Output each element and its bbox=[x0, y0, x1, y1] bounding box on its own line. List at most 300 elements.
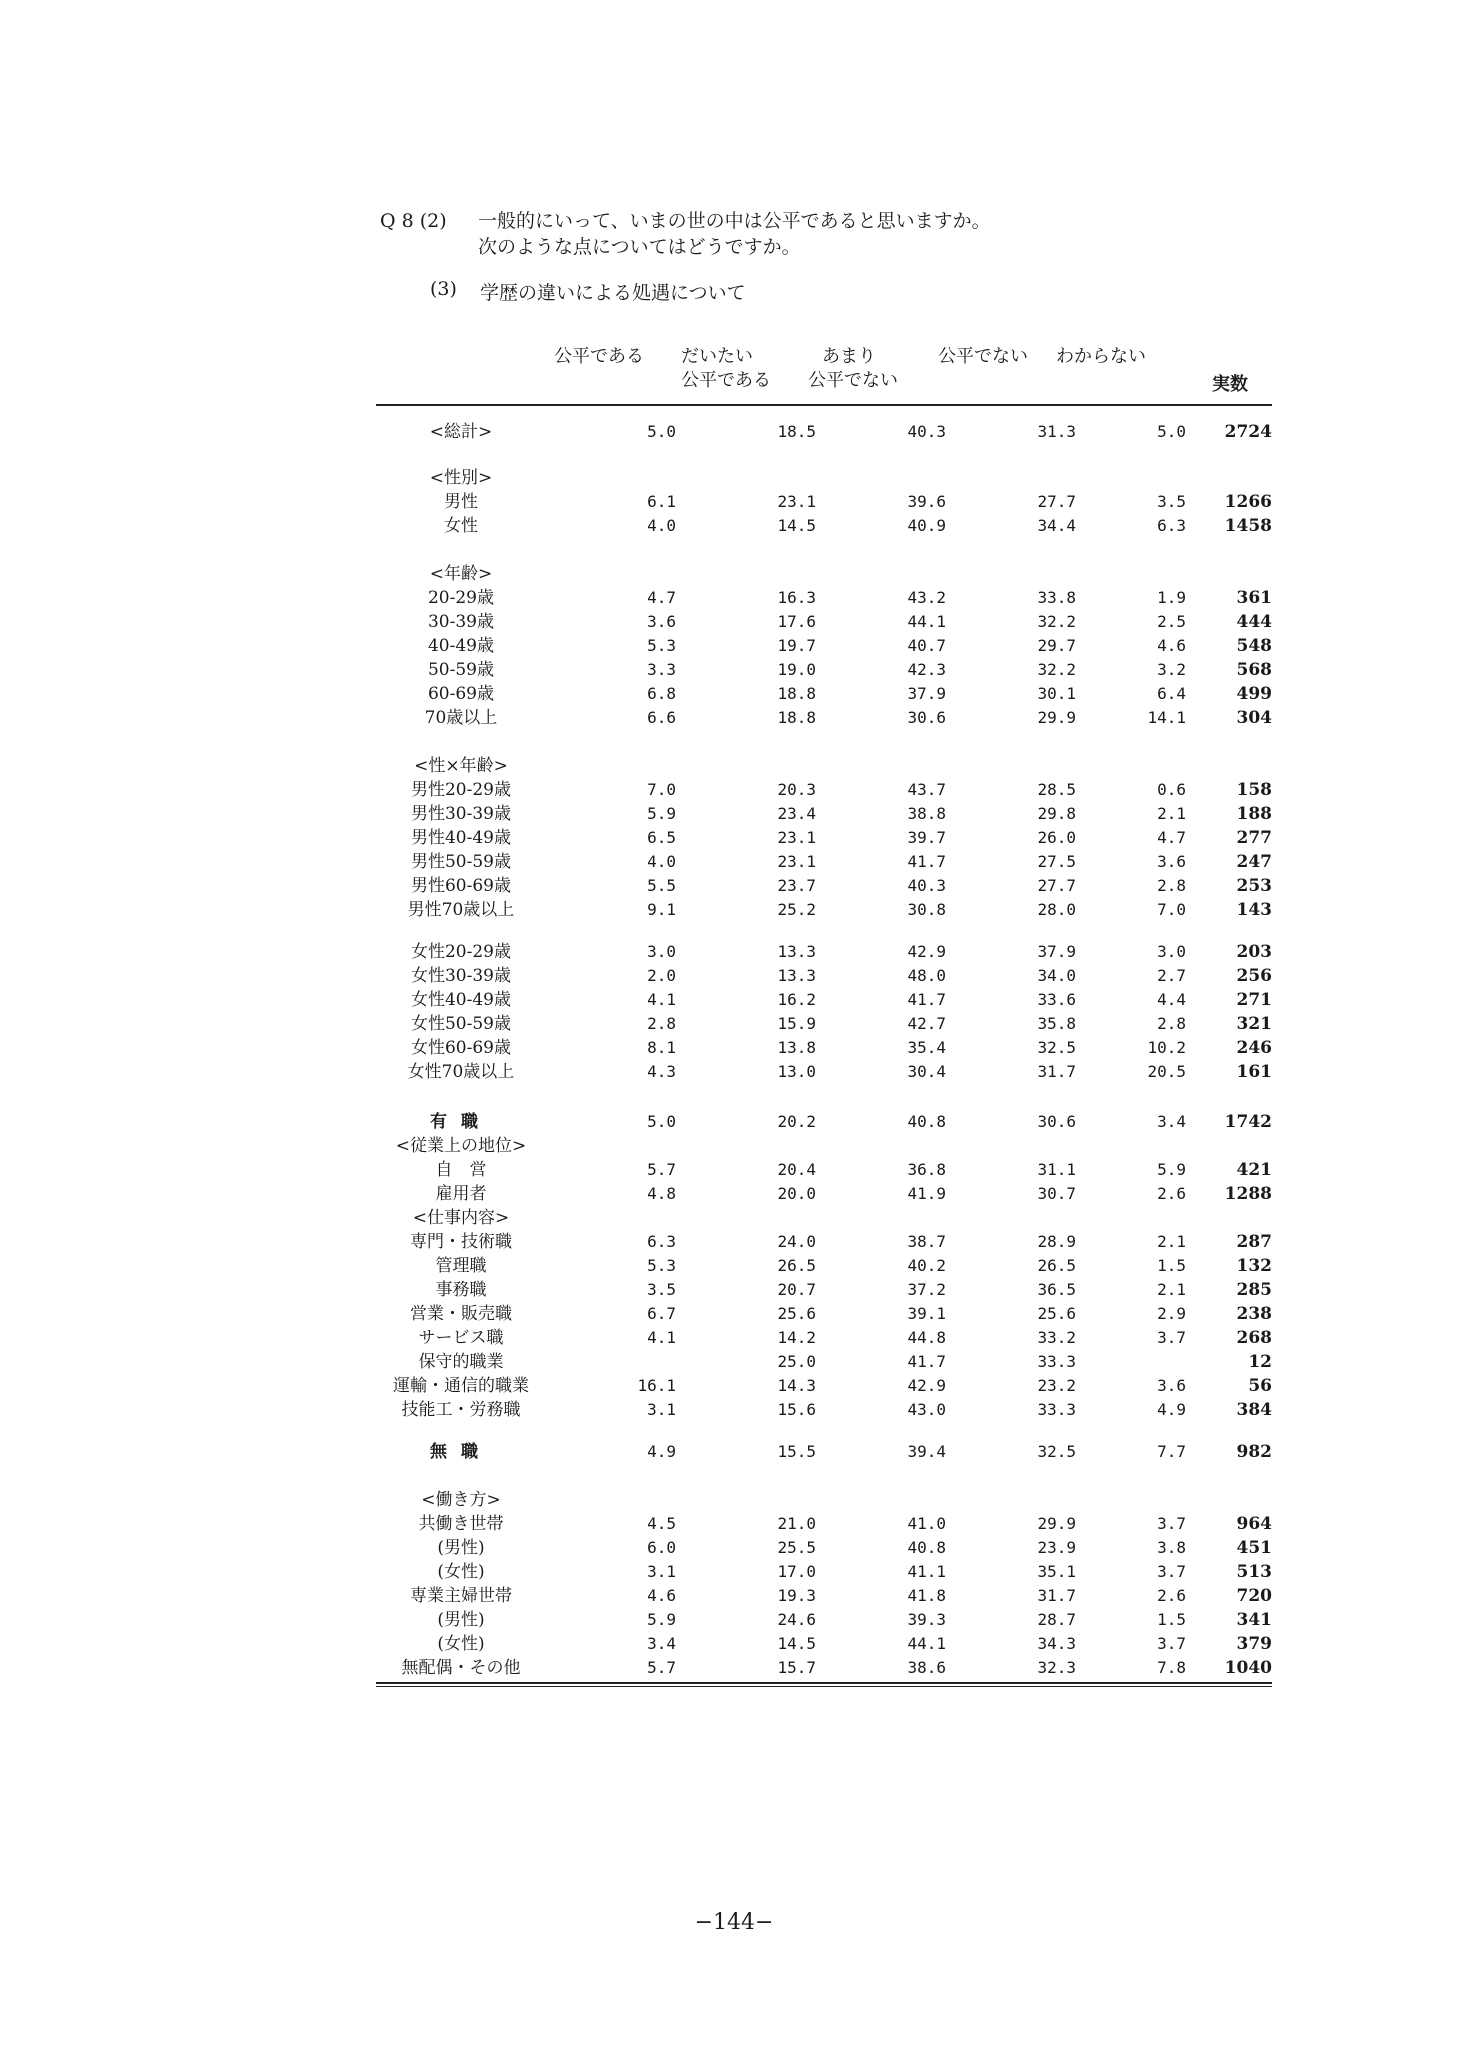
table-row bbox=[376, 1110, 1272, 1134]
table-row bbox=[376, 898, 1272, 922]
table-row bbox=[376, 706, 1272, 730]
cell-c5: 3.5 bbox=[1157, 492, 1186, 511]
cell-c2: 13.3 bbox=[777, 966, 816, 985]
cell-c3: 35.4 bbox=[907, 1038, 946, 1057]
cell-c2: 24.6 bbox=[777, 1610, 816, 1629]
row-label: 60-69歳 bbox=[427, 684, 494, 704]
row-label: 女性 bbox=[444, 516, 478, 536]
table-row bbox=[376, 634, 1272, 658]
cell-c3: 42.9 bbox=[907, 942, 946, 961]
cell-c4: 33.6 bbox=[1037, 990, 1076, 1009]
question-text-line2: 次のような点についてはどうですか。 bbox=[478, 236, 801, 258]
footer-rule-thin bbox=[376, 1686, 1272, 1687]
cell-count: 384 bbox=[1236, 1400, 1272, 1420]
cell-c1: 6.0 bbox=[647, 1538, 676, 1557]
cell-c1: 4.0 bbox=[647, 516, 676, 535]
cell-c5: 3.2 bbox=[1157, 660, 1186, 679]
cell-c3: 40.7 bbox=[907, 636, 946, 655]
table-row bbox=[376, 1398, 1272, 1422]
table-row bbox=[376, 1656, 1272, 1680]
cell-c3: 40.9 bbox=[907, 516, 946, 535]
cell-c4: 31.1 bbox=[1037, 1160, 1076, 1179]
cell-c5: 3.8 bbox=[1157, 1538, 1186, 1557]
cell-c1: 5.0 bbox=[647, 422, 676, 441]
col-header-not-fair: 公平でない bbox=[938, 346, 1028, 367]
cell-count: 1288 bbox=[1224, 1184, 1272, 1204]
cell-count: 548 bbox=[1236, 636, 1272, 656]
cell-c3: 39.7 bbox=[907, 828, 946, 847]
cell-count: 271 bbox=[1236, 990, 1272, 1010]
cell-count: 161 bbox=[1236, 1062, 1272, 1082]
cell-c3: 43.2 bbox=[907, 588, 946, 607]
table-row bbox=[376, 850, 1272, 874]
cell-c1: 6.8 bbox=[647, 684, 676, 703]
cell-c2: 18.8 bbox=[777, 684, 816, 703]
cell-c4: 34.4 bbox=[1037, 516, 1076, 535]
cell-c4: 31.7 bbox=[1037, 1062, 1076, 1081]
row-label: 管理職 bbox=[435, 1256, 487, 1276]
cell-c3: 42.7 bbox=[907, 1014, 946, 1033]
table-row bbox=[376, 1488, 1272, 1512]
row-label: 20-29歳 bbox=[427, 588, 494, 608]
cell-c3: 38.6 bbox=[907, 1658, 946, 1677]
sub-question bbox=[430, 278, 746, 305]
cell-c2: 23.1 bbox=[777, 492, 816, 511]
cell-count: 253 bbox=[1236, 876, 1272, 896]
cell-c3: 40.8 bbox=[907, 1538, 946, 1557]
table-row bbox=[376, 1278, 1272, 1302]
table-row bbox=[376, 940, 1272, 964]
cell-c1: 6.5 bbox=[647, 828, 676, 847]
cell-count: 268 bbox=[1236, 1328, 1272, 1348]
row-label: 男性70歳以上 bbox=[407, 900, 515, 920]
row-label: 運輸・通信的職業 bbox=[393, 1376, 529, 1396]
cell-c3: 43.0 bbox=[907, 1400, 946, 1419]
row-label: 女性30-39歳 bbox=[410, 966, 511, 986]
cell-c1: 3.4 bbox=[647, 1634, 676, 1653]
cell-c1: 4.0 bbox=[647, 852, 676, 871]
cell-c2: 14.5 bbox=[777, 516, 816, 535]
header-rule bbox=[376, 404, 1272, 406]
cell-c1: 3.0 bbox=[647, 942, 676, 961]
table-row bbox=[376, 682, 1272, 706]
cell-c3: 39.1 bbox=[907, 1304, 946, 1323]
cell-c4: 23.2 bbox=[1037, 1376, 1076, 1395]
sub-question-text: 学歴の違いによる処遇について bbox=[480, 282, 746, 304]
cell-count: 568 bbox=[1236, 660, 1272, 680]
cell-c2: 20.3 bbox=[777, 780, 816, 799]
col-header-mostly-fair-line2: 公平である bbox=[681, 370, 771, 391]
table-row bbox=[376, 1206, 1272, 1230]
cell-c1: 4.5 bbox=[647, 1514, 676, 1533]
table-row bbox=[376, 514, 1272, 538]
cell-c5: 2.8 bbox=[1157, 1014, 1186, 1033]
row-label: <年齢> bbox=[429, 564, 493, 584]
cell-c2: 25.6 bbox=[777, 1304, 816, 1323]
row-label: <総計> bbox=[429, 422, 493, 442]
cell-c2: 20.0 bbox=[777, 1184, 816, 1203]
cell-c5: 1.9 bbox=[1157, 588, 1186, 607]
cell-c5: 4.9 bbox=[1157, 1400, 1186, 1419]
table-row bbox=[376, 466, 1272, 490]
cell-c5: 2.9 bbox=[1157, 1304, 1186, 1323]
cell-c4: 27.5 bbox=[1037, 852, 1076, 871]
cell-c5: 7.8 bbox=[1157, 1658, 1186, 1677]
cell-count: 56 bbox=[1248, 1376, 1272, 1396]
cell-c3: 38.8 bbox=[907, 804, 946, 823]
table-row bbox=[376, 778, 1272, 802]
cell-c5: 6.4 bbox=[1157, 684, 1186, 703]
cell-count: 321 bbox=[1236, 1014, 1272, 1034]
cell-c3: 44.8 bbox=[907, 1328, 946, 1347]
cell-count: 188 bbox=[1236, 804, 1272, 824]
cell-count: 341 bbox=[1236, 1610, 1272, 1630]
cell-c2: 19.7 bbox=[777, 636, 816, 655]
cell-c3: 37.9 bbox=[907, 684, 946, 703]
question-number: Q 8 (2) bbox=[380, 210, 447, 232]
cell-c2: 13.3 bbox=[777, 942, 816, 961]
cell-c2: 19.3 bbox=[777, 1586, 816, 1605]
cell-c2: 16.2 bbox=[777, 990, 816, 1009]
cell-c5: 10.2 bbox=[1147, 1038, 1186, 1057]
row-label: 専業主婦世帯 bbox=[410, 1586, 512, 1606]
cell-c4: 29.8 bbox=[1037, 804, 1076, 823]
row-label: 技能工・労務職 bbox=[401, 1400, 521, 1420]
cell-c5: 3.6 bbox=[1157, 1376, 1186, 1395]
cell-c1: 9.1 bbox=[647, 900, 676, 919]
cell-c2: 20.4 bbox=[777, 1160, 816, 1179]
cell-count: 277 bbox=[1236, 828, 1272, 848]
row-label: 男性60-69歳 bbox=[410, 876, 511, 896]
cell-c4: 36.5 bbox=[1037, 1280, 1076, 1299]
table-row bbox=[376, 1036, 1272, 1060]
cell-c1: 4.8 bbox=[647, 1184, 676, 1203]
cell-c3: 38.7 bbox=[907, 1232, 946, 1251]
cell-c1: 4.9 bbox=[647, 1442, 676, 1461]
table-row bbox=[376, 658, 1272, 682]
row-label: 雇用者 bbox=[435, 1184, 487, 1204]
cell-c5: 1.5 bbox=[1157, 1256, 1186, 1275]
cell-c5: 7.7 bbox=[1157, 1442, 1186, 1461]
cell-c4: 27.7 bbox=[1037, 876, 1076, 895]
cell-count: 2724 bbox=[1224, 422, 1272, 442]
cell-c5: 2.6 bbox=[1157, 1184, 1186, 1203]
cell-c2: 20.2 bbox=[777, 1112, 816, 1131]
row-label: 保守的職業 bbox=[418, 1352, 504, 1372]
cell-count: 12 bbox=[1248, 1352, 1272, 1372]
table-row bbox=[376, 586, 1272, 610]
table-row bbox=[376, 1350, 1272, 1374]
row-label: 事務職 bbox=[435, 1280, 487, 1300]
col-header-fair: 公平である bbox=[554, 346, 644, 367]
table-row bbox=[376, 988, 1272, 1012]
cell-c2: 13.0 bbox=[777, 1062, 816, 1081]
cell-c4: 30.7 bbox=[1037, 1184, 1076, 1203]
table-row bbox=[376, 964, 1272, 988]
cell-c1: 6.3 bbox=[647, 1232, 676, 1251]
cell-c3: 40.3 bbox=[907, 422, 946, 441]
cell-c1: 5.3 bbox=[647, 1256, 676, 1275]
cell-c3: 43.7 bbox=[907, 780, 946, 799]
cell-c4: 37.9 bbox=[1037, 942, 1076, 961]
row-label: 男性40-49歳 bbox=[410, 828, 511, 848]
col-header-not-very-fair-line2: 公平でない bbox=[808, 370, 898, 391]
table-row bbox=[376, 826, 1272, 850]
cell-c3: 37.2 bbox=[907, 1280, 946, 1299]
cell-c2: 23.4 bbox=[777, 804, 816, 823]
cell-c1: 4.1 bbox=[647, 990, 676, 1009]
table-row bbox=[376, 1440, 1272, 1464]
cell-c3: 39.3 bbox=[907, 1610, 946, 1629]
cell-c5: 3.0 bbox=[1157, 942, 1186, 961]
row-label: 70歳以上 bbox=[424, 708, 498, 728]
cell-c3: 41.1 bbox=[907, 1562, 946, 1581]
results-table bbox=[376, 346, 1272, 1678]
cell-c4: 32.2 bbox=[1037, 660, 1076, 679]
cell-c2: 18.8 bbox=[777, 708, 816, 727]
cell-c4: 32.2 bbox=[1037, 612, 1076, 631]
cell-c4: 32.5 bbox=[1037, 1038, 1076, 1057]
cell-c3: 48.0 bbox=[907, 966, 946, 985]
cell-c1: 5.9 bbox=[647, 804, 676, 823]
cell-c2: 18.5 bbox=[777, 422, 816, 441]
cell-c5: 3.4 bbox=[1157, 1112, 1186, 1131]
col-header-count: 実数 bbox=[1212, 374, 1248, 395]
cell-count: 285 bbox=[1236, 1280, 1272, 1300]
cell-c3: 30.8 bbox=[907, 900, 946, 919]
cell-c4: 27.7 bbox=[1037, 492, 1076, 511]
cell-c5: 2.5 bbox=[1157, 612, 1186, 631]
cell-c2: 13.8 bbox=[777, 1038, 816, 1057]
cell-count: 247 bbox=[1236, 852, 1272, 872]
cell-c4: 32.3 bbox=[1037, 1658, 1076, 1677]
cell-c3: 36.8 bbox=[907, 1160, 946, 1179]
table-row bbox=[376, 1230, 1272, 1254]
cell-c4: 34.3 bbox=[1037, 1634, 1076, 1653]
table-row bbox=[376, 1560, 1272, 1584]
cell-count: 246 bbox=[1236, 1038, 1272, 1058]
cell-c2: 25.0 bbox=[777, 1352, 816, 1371]
row-label: 女性70歳以上 bbox=[407, 1062, 515, 1082]
cell-c2: 14.2 bbox=[777, 1328, 816, 1347]
cell-c2: 17.0 bbox=[777, 1562, 816, 1581]
cell-c1: 2.0 bbox=[647, 966, 676, 985]
table-row bbox=[376, 874, 1272, 898]
table-row bbox=[376, 1374, 1272, 1398]
table-row bbox=[376, 802, 1272, 826]
cell-c1: 8.1 bbox=[647, 1038, 676, 1057]
cell-count: 143 bbox=[1236, 900, 1272, 920]
row-label: 営業・販売職 bbox=[410, 1304, 512, 1324]
row-label: 30-39歳 bbox=[427, 612, 494, 632]
cell-c3: 41.7 bbox=[907, 990, 946, 1009]
cell-c4: 34.0 bbox=[1037, 966, 1076, 985]
cell-c5: 20.5 bbox=[1147, 1062, 1186, 1081]
cell-c5: 3.7 bbox=[1157, 1514, 1186, 1533]
row-label: サービス職 bbox=[418, 1328, 504, 1348]
row-label: 自 営 bbox=[435, 1160, 487, 1180]
table-row bbox=[376, 1158, 1272, 1182]
cell-c4: 29.9 bbox=[1037, 708, 1076, 727]
row-label: (男性) bbox=[437, 1538, 485, 1558]
row-label: 専門・技術職 bbox=[410, 1232, 512, 1252]
cell-c1: 5.9 bbox=[647, 1610, 676, 1629]
cell-c5: 4.4 bbox=[1157, 990, 1186, 1009]
cell-count: 158 bbox=[1236, 780, 1272, 800]
cell-c1: 5.3 bbox=[647, 636, 676, 655]
cell-count: 256 bbox=[1236, 966, 1272, 986]
table-row bbox=[376, 1012, 1272, 1036]
cell-c2: 23.7 bbox=[777, 876, 816, 895]
cell-c3: 41.0 bbox=[907, 1514, 946, 1533]
cell-c3: 42.3 bbox=[907, 660, 946, 679]
table-row bbox=[376, 1608, 1272, 1632]
cell-c5: 6.3 bbox=[1157, 516, 1186, 535]
cell-count: 132 bbox=[1236, 1256, 1272, 1276]
cell-c2: 14.5 bbox=[777, 1634, 816, 1653]
row-label: 女性20-29歳 bbox=[410, 942, 511, 962]
row-label: (男性) bbox=[437, 1610, 485, 1630]
cell-c2: 26.5 bbox=[777, 1256, 816, 1275]
cell-c4: 28.0 bbox=[1037, 900, 1076, 919]
row-label: 男性50-59歳 bbox=[410, 852, 511, 872]
cell-count: 361 bbox=[1236, 588, 1272, 608]
cell-c1: 3.3 bbox=[647, 660, 676, 679]
cell-c5: 3.7 bbox=[1157, 1634, 1186, 1653]
cell-c3: 39.4 bbox=[907, 1442, 946, 1461]
row-label: <性別> bbox=[429, 468, 493, 488]
table-row bbox=[376, 1254, 1272, 1278]
table-row bbox=[376, 1584, 1272, 1608]
cell-c3: 41.8 bbox=[907, 1586, 946, 1605]
cell-c3: 41.7 bbox=[907, 1352, 946, 1371]
cell-count: 451 bbox=[1236, 1538, 1272, 1558]
cell-c4: 35.8 bbox=[1037, 1014, 1076, 1033]
cell-c2: 16.3 bbox=[777, 588, 816, 607]
row-label: <従業上の地位> bbox=[395, 1136, 527, 1156]
cell-c5: 4.6 bbox=[1157, 636, 1186, 655]
cell-c4: 26.0 bbox=[1037, 828, 1076, 847]
cell-c3: 41.9 bbox=[907, 1184, 946, 1203]
row-label: 共働き世帯 bbox=[418, 1514, 504, 1534]
cell-c3: 30.4 bbox=[907, 1062, 946, 1081]
cell-c4: 28.7 bbox=[1037, 1610, 1076, 1629]
cell-c5: 2.6 bbox=[1157, 1586, 1186, 1605]
cell-c5: 7.0 bbox=[1157, 900, 1186, 919]
cell-count: 238 bbox=[1236, 1304, 1272, 1324]
cell-c4: 25.6 bbox=[1037, 1304, 1076, 1323]
table-row bbox=[376, 1134, 1272, 1158]
row-label: 無配偶・その他 bbox=[401, 1658, 521, 1678]
cell-c3: 30.6 bbox=[907, 708, 946, 727]
cell-c1: 3.1 bbox=[647, 1400, 676, 1419]
row-label: (女性) bbox=[437, 1562, 485, 1582]
cell-count: 379 bbox=[1236, 1634, 1272, 1654]
cell-c5: 4.7 bbox=[1157, 828, 1186, 847]
cell-c5: 2.8 bbox=[1157, 876, 1186, 895]
cell-c2: 14.3 bbox=[777, 1376, 816, 1395]
cell-count: 982 bbox=[1236, 1442, 1272, 1462]
cell-c1: 3.5 bbox=[647, 1280, 676, 1299]
cell-count: 499 bbox=[1236, 684, 1272, 704]
cell-c4: 31.3 bbox=[1037, 422, 1076, 441]
cell-c2: 25.5 bbox=[777, 1538, 816, 1557]
cell-c2: 15.7 bbox=[777, 1658, 816, 1677]
cell-c5: 2.7 bbox=[1157, 966, 1186, 985]
cell-c1: 5.7 bbox=[647, 1658, 676, 1677]
cell-c5: 3.7 bbox=[1157, 1328, 1186, 1347]
sub-question-number: (3) bbox=[430, 278, 457, 300]
cell-c2: 24.0 bbox=[777, 1232, 816, 1251]
cell-c2: 15.6 bbox=[777, 1400, 816, 1419]
cell-c4: 29.7 bbox=[1037, 636, 1076, 655]
footer-rule bbox=[376, 1682, 1272, 1684]
col-header-not-very-fair-line1: あまり bbox=[822, 346, 876, 367]
table-row bbox=[376, 562, 1272, 586]
cell-c3: 40.8 bbox=[907, 1112, 946, 1131]
cell-c1: 4.3 bbox=[647, 1062, 676, 1081]
row-label: 40-49歳 bbox=[427, 636, 494, 656]
table-row bbox=[376, 754, 1272, 778]
cell-c4: 33.2 bbox=[1037, 1328, 1076, 1347]
cell-c5: 2.1 bbox=[1157, 1232, 1186, 1251]
cell-c4: 33.3 bbox=[1037, 1352, 1076, 1371]
cell-c5: 5.0 bbox=[1157, 422, 1186, 441]
cell-c1: 6.7 bbox=[647, 1304, 676, 1323]
cell-c4: 28.5 bbox=[1037, 780, 1076, 799]
row-label: 男性 bbox=[444, 492, 478, 512]
cell-c2: 25.2 bbox=[777, 900, 816, 919]
row-label: 有職 bbox=[430, 1112, 492, 1132]
cell-c3: 42.9 bbox=[907, 1376, 946, 1395]
row-label: 女性40-49歳 bbox=[410, 990, 511, 1010]
cell-c1: 2.8 bbox=[647, 1014, 676, 1033]
cell-count: 1742 bbox=[1224, 1112, 1272, 1132]
table-row bbox=[376, 1302, 1272, 1326]
table-row bbox=[376, 1632, 1272, 1656]
cell-c1: 16.1 bbox=[637, 1376, 676, 1395]
cell-c3: 40.2 bbox=[907, 1256, 946, 1275]
cell-c1: 3.6 bbox=[647, 612, 676, 631]
table-header bbox=[376, 346, 1272, 404]
table-row bbox=[376, 420, 1272, 444]
cell-c1: 5.0 bbox=[647, 1112, 676, 1131]
row-label: 50-59歳 bbox=[427, 660, 494, 680]
cell-count: 720 bbox=[1236, 1586, 1272, 1606]
cell-c2: 23.1 bbox=[777, 852, 816, 871]
row-label: 男性30-39歳 bbox=[410, 804, 511, 824]
cell-c4: 35.1 bbox=[1037, 1562, 1076, 1581]
question-text-line1: 一般的にいって、いまの世の中は公平であると思いますか。 bbox=[478, 210, 991, 232]
row-label: 男性20-29歳 bbox=[410, 780, 511, 800]
cell-c4: 33.3 bbox=[1037, 1400, 1076, 1419]
cell-count: 964 bbox=[1236, 1514, 1272, 1534]
cell-count: 444 bbox=[1236, 612, 1272, 632]
cell-c1: 4.1 bbox=[647, 1328, 676, 1347]
row-label: <働き方> bbox=[421, 1490, 501, 1510]
cell-c1: 3.1 bbox=[647, 1562, 676, 1581]
cell-c2: 19.0 bbox=[777, 660, 816, 679]
cell-c4: 32.5 bbox=[1037, 1442, 1076, 1461]
table-row bbox=[376, 490, 1272, 514]
row-label: <仕事内容> bbox=[412, 1208, 510, 1228]
table-row bbox=[376, 610, 1272, 634]
cell-c1: 4.7 bbox=[647, 588, 676, 607]
cell-c3: 44.1 bbox=[907, 612, 946, 631]
cell-c3: 39.6 bbox=[907, 492, 946, 511]
cell-c1: 6.6 bbox=[647, 708, 676, 727]
cell-c5: 3.6 bbox=[1157, 852, 1186, 871]
